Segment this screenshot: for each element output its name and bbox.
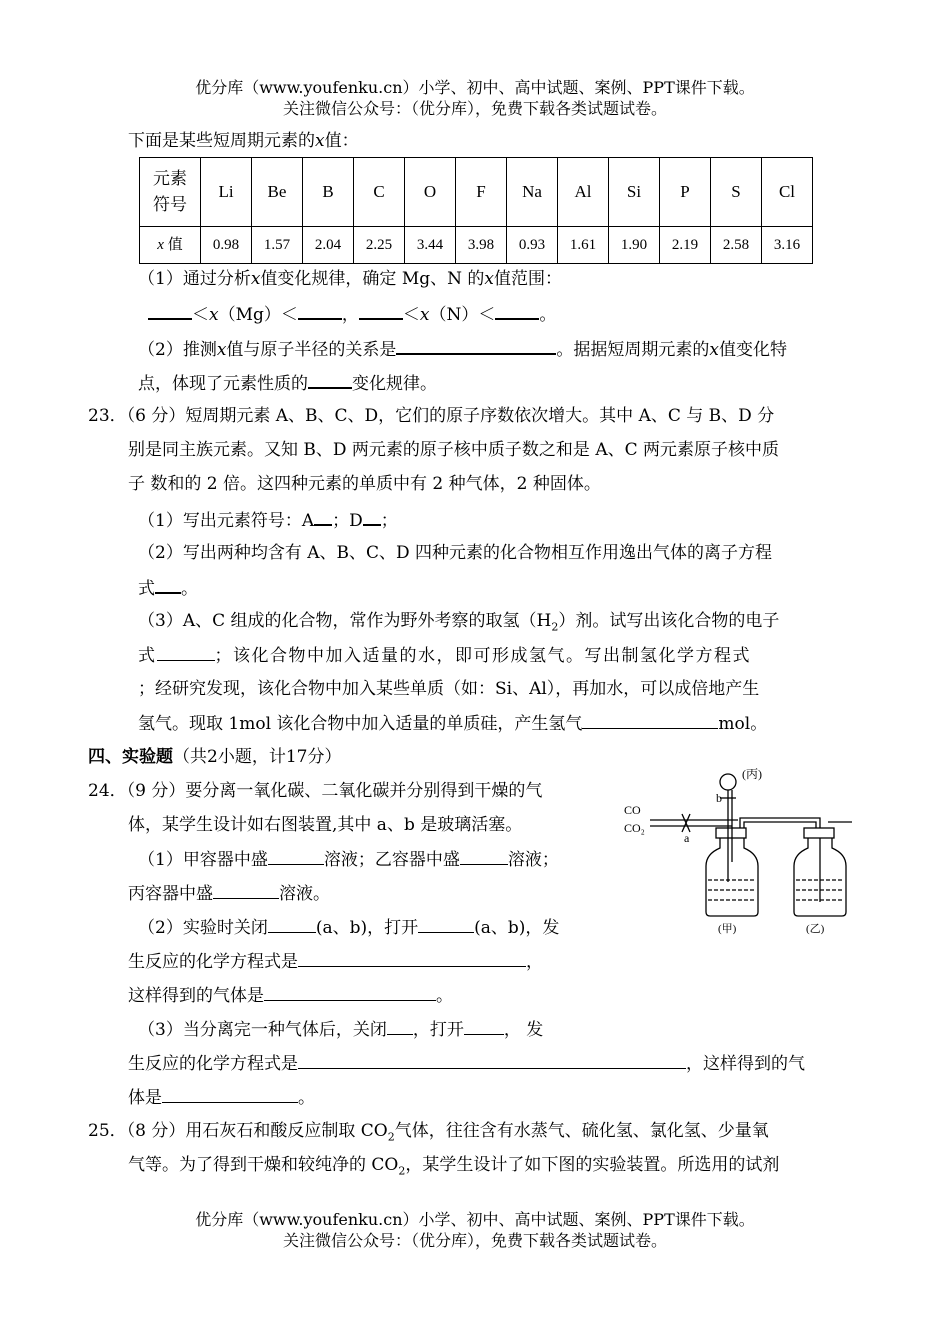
element-cell: O <box>405 158 456 227</box>
text: (a、b)，发 <box>474 918 560 938</box>
question-number: 23． <box>88 406 127 426</box>
answer-blank[interactable] <box>162 1086 298 1103</box>
text: 。 <box>181 579 198 599</box>
answer-blank[interactable] <box>298 950 526 967</box>
header-line-1: 优分库（www.youfenku.cn）小学、初中、高中试题、案例、PPT课件下载。 <box>195 78 755 97</box>
x-symbol: x <box>250 269 261 289</box>
answer-blank[interactable] <box>213 882 279 899</box>
answer-blank[interactable] <box>359 302 403 320</box>
q24-part3-line3 <box>128 1086 315 1109</box>
x-value-cell: 1.57 <box>252 227 303 264</box>
valve-a <box>682 814 690 832</box>
text: 溶液； <box>507 850 559 870</box>
element-cell: Si <box>609 158 660 227</box>
x-value-cell: 3.44 <box>405 227 456 264</box>
q23-part2-line2 <box>138 576 198 600</box>
x-symbol: x <box>419 305 430 325</box>
text: ，打开 <box>412 1020 464 1040</box>
text: 溶液。 <box>279 884 330 904</box>
intro-tail: 值： <box>324 131 359 151</box>
q23-line2: 别是同主族元素。又知 B、D 两元素的原子核中质子数之和是 A、C 两元素原子核中质 <box>128 440 780 460</box>
x-symbol: x <box>157 237 164 253</box>
element-cell: P <box>660 158 711 227</box>
q24-part1-line2 <box>128 882 330 905</box>
answer-blank[interactable] <box>396 337 556 355</box>
text: （1）写出元素符号：A <box>138 511 315 531</box>
text: 值变化规律，确定 Mg、N 的 <box>260 269 485 289</box>
value-label: 值 <box>167 237 183 253</box>
text: 生反应的化学方程式是 <box>128 952 298 972</box>
label-co2: CO₂ <box>624 821 645 835</box>
intro-text: 下面是某些短周期元素的 <box>128 131 315 151</box>
element-cell: Be <box>252 158 303 227</box>
text: 丙容器中盛 <box>128 884 213 904</box>
q22-part2 <box>138 337 787 361</box>
answer-blank[interactable] <box>582 712 718 729</box>
element-x-value-table <box>139 157 813 264</box>
element-cell: S <box>711 158 762 227</box>
label-a: a <box>684 831 690 845</box>
table-intro <box>128 130 359 152</box>
q22-part1 <box>138 268 562 290</box>
label-co: CO <box>624 803 641 817</box>
text: ；D <box>332 511 363 531</box>
x-symbol: x <box>484 269 494 289</box>
text: （8 分）用石灰石和酸反应制取 CO <box>126 1121 388 1141</box>
question-number: 25． <box>88 1121 127 1141</box>
q24-line1 <box>88 780 542 802</box>
q24-part3-line2 <box>128 1052 805 1075</box>
x-value-row <box>140 227 813 264</box>
x-value-cell: 0.93 <box>507 227 558 264</box>
text: （3）A、C 组成的化合物，常作为野外考察的取氢（H <box>138 611 552 631</box>
answer-blank[interactable] <box>155 576 181 594</box>
text: 值变化特 <box>719 340 788 360</box>
text: 溶液；乙容器中盛 <box>323 850 460 870</box>
answer-blank[interactable] <box>157 644 215 661</box>
q24-part2-line2 <box>128 950 543 973</box>
q23-part3-line2 <box>138 644 751 667</box>
q23-part3-line3: ；经研究发现，该化合物中加入某些单质（如：Si、Al），再加水，可以成倍地产生 <box>138 679 760 699</box>
text: 体是 <box>128 1088 162 1108</box>
element-cell: B <box>303 158 354 227</box>
label-b: b <box>716 791 722 805</box>
text: （1）通过分析 <box>138 269 251 289</box>
subscript: 2 <box>398 1164 406 1178</box>
label-bing: (丙) <box>742 767 762 781</box>
text: （9 分）要分离一氧化碳、二氧化碳并分别得到干燥的气 <box>126 781 543 801</box>
text: 。 <box>539 305 557 325</box>
text: ； <box>380 511 398 531</box>
subscript: 2 <box>551 620 559 634</box>
answer-blank[interactable] <box>268 848 324 865</box>
text: 点，体现了元素性质的 <box>138 374 308 394</box>
answer-blank[interactable] <box>418 916 474 933</box>
element-cell: Na <box>507 158 558 227</box>
text: ，某学生设计了如下图的实验装置。所选用的试剂 <box>405 1155 780 1175</box>
x-value-cell: 1.90 <box>609 227 660 264</box>
x-value-cell: 2.19 <box>660 227 711 264</box>
intro-x: x <box>315 131 325 151</box>
q23-line3: 子 数和的 2 倍。这四种元素的单质中有 2 种气体，2 种固体。 <box>128 474 601 494</box>
q22-part1-blanks <box>148 302 556 326</box>
connecting-tube <box>740 818 820 828</box>
x-value-cell: 0.98 <box>201 227 252 264</box>
text: （3）当分离完一种气体后，关闭 <box>138 1020 387 1040</box>
text: ＜ <box>402 305 420 325</box>
gas-separation-apparatus-figure <box>620 762 860 935</box>
answer-blank[interactable] <box>460 848 508 865</box>
text: 氢气。现取 1mol 该化合物中加入适量的单质硅，产生氢气 <box>138 714 583 734</box>
answer-blank[interactable] <box>264 984 436 1001</box>
text: 式 <box>138 579 155 599</box>
text: 气等。为了得到干燥和较纯净的 CO <box>128 1155 399 1175</box>
q22-part2-line2 <box>138 371 437 395</box>
text: （2）实验时关闭 <box>138 918 268 938</box>
text: 。 <box>436 986 453 1006</box>
q25-line1 <box>88 1120 769 1148</box>
label-yi: (乙) <box>806 923 825 935</box>
q23-line1 <box>88 405 774 427</box>
answer-blank[interactable] <box>298 1052 686 1069</box>
element-cell: Cl <box>762 158 813 227</box>
text: （6 分）短周期元素 A、B、C、D，它们的原子序数依次增大。其中 A、C 与 B、D 分 <box>126 406 775 426</box>
answer-blank[interactable] <box>363 508 381 526</box>
q23-part2: （2）写出两种均含有 A、B、C、D 四种元素的化合物相互作用逸出气体的离子方程 <box>138 543 773 563</box>
q23-part3-line4 <box>138 712 767 735</box>
q25-line2 <box>128 1154 779 1182</box>
x-symbol: x <box>209 305 219 325</box>
section-heading: 四、实验题 <box>88 747 173 767</box>
text: ，这样得到的气 <box>686 1054 805 1074</box>
element-cell: F <box>456 158 507 227</box>
footer-line-2: 关注微信公众号：（优分库），免费下载各类试题试卷。 <box>282 1231 667 1250</box>
text: 气体，往往含有水蒸气、硫化氢、氯化氢、少量氧 <box>394 1121 769 1141</box>
text: 变化规律。 <box>352 374 437 394</box>
text: ）剂。试写出该化合物的电子 <box>558 611 780 631</box>
element-symbol-row <box>140 158 813 227</box>
section-subtitle: （共2小题，计17分） <box>173 747 342 767</box>
x-value-cell: 3.16 <box>762 227 813 264</box>
text: ；该化合物中加入适量的水，即可形成氢气。写出制氢化学方程式 <box>214 646 751 666</box>
answer-blank[interactable] <box>314 508 332 526</box>
element-cell: C <box>354 158 405 227</box>
label-jia: (甲) <box>718 923 737 935</box>
answer-blank[interactable] <box>298 302 342 320</box>
stopper-yi <box>804 828 834 838</box>
text: 。 <box>298 1088 315 1108</box>
x-symbol: x <box>709 340 720 360</box>
subscript: 2 <box>387 1130 395 1144</box>
answer-blank[interactable] <box>495 302 539 320</box>
answer-blank[interactable] <box>308 371 352 389</box>
symbol-header-cell <box>140 158 201 227</box>
text: 值与原子半径的关系是 <box>226 340 397 360</box>
q23-part3 <box>138 610 779 638</box>
header-line-2: 关注微信公众号：（优分库），免费下载各类试题试卷。 <box>282 99 667 118</box>
stopper-jia <box>716 828 746 838</box>
text: （2）推测 <box>138 340 217 360</box>
element-cell: Al <box>558 158 609 227</box>
text: ， <box>526 952 543 972</box>
funnel-bing <box>720 774 736 790</box>
q23-part1 <box>138 508 398 532</box>
text: 式 <box>138 646 157 666</box>
text: ＜ <box>192 305 209 325</box>
answer-blank[interactable] <box>268 916 316 933</box>
x-value-header-cell <box>140 227 201 264</box>
x-value-cell: 2.04 <box>303 227 354 264</box>
element-cell: Li <box>201 158 252 227</box>
text: ， <box>341 305 359 325</box>
q24-part3 <box>138 1018 543 1041</box>
text: （Mg）＜ <box>218 305 298 325</box>
text: 值范围： <box>494 269 562 289</box>
text: （1）甲容器中盛 <box>138 850 268 870</box>
text: 。据据短周期元素的 <box>556 340 710 360</box>
x-value-cell: 3.98 <box>456 227 507 264</box>
x-symbol: x <box>216 340 227 360</box>
text: ， 发 <box>503 1020 544 1040</box>
q24-part1 <box>138 848 559 871</box>
answer-blank[interactable] <box>464 1018 504 1035</box>
x-value-cell: 1.61 <box>558 227 609 264</box>
text: 这样得到的气体是 <box>128 986 264 1006</box>
question-number: 24． <box>88 781 127 801</box>
q24-part2 <box>138 916 559 939</box>
text: 生反应的化学方程式是 <box>128 1054 298 1074</box>
answer-blank[interactable] <box>387 1018 413 1035</box>
q24-part2-line3 <box>128 984 453 1007</box>
q24-line2: 体，某学生设计如右图装置,其中 a、b 是玻璃活塞。 <box>128 815 523 835</box>
x-value-cell: 2.25 <box>354 227 405 264</box>
text: (a、b)，打开 <box>315 918 419 938</box>
text: （N）＜ <box>429 305 496 325</box>
head-label-1: 元素 <box>153 169 187 188</box>
footer-line-1: 优分库（www.youfenku.cn）小学、初中、高中试题、案例、PPT课件下载。 <box>195 1210 755 1229</box>
section-4-title <box>88 746 341 768</box>
head-label-2: 符号 <box>153 195 187 214</box>
x-value-cell: 2.58 <box>711 227 762 264</box>
answer-blank[interactable] <box>148 302 192 320</box>
text: mol。 <box>718 714 768 734</box>
